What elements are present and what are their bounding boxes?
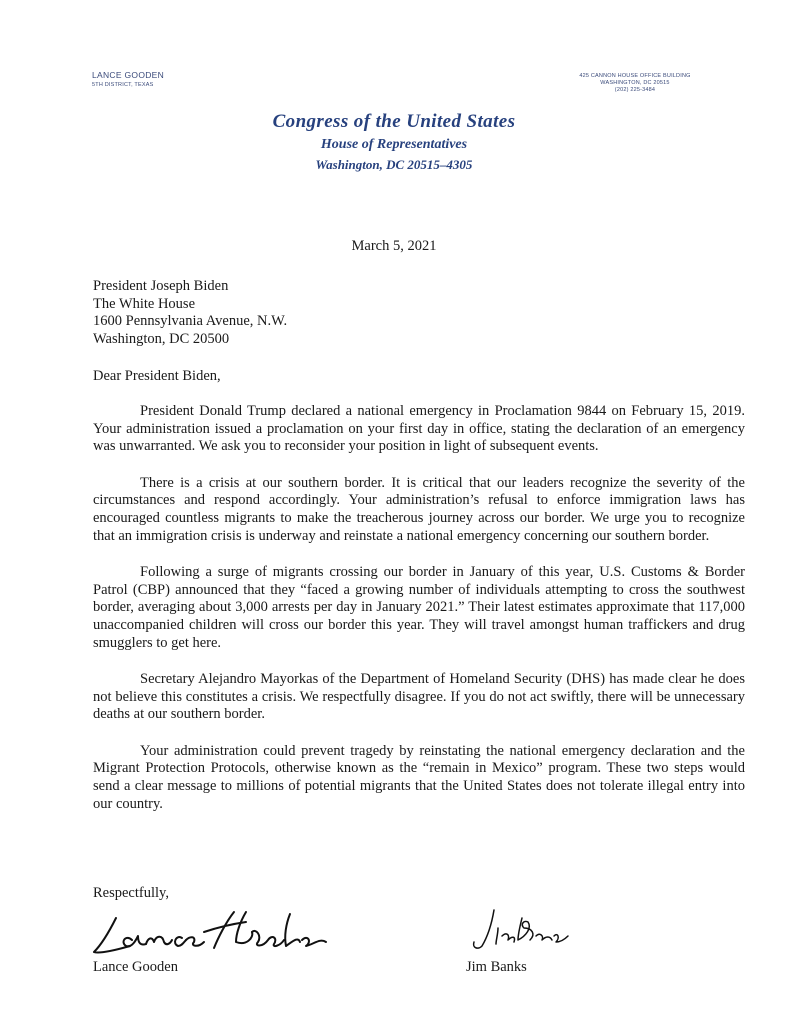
- body-paragraph: Your administration could prevent tragedy by reinstating the national emergency declaration and the Migrant Protection Protocols, otherwise known as the “remain in Mexico” program. These two steps would send a clear message to millions of potential migrants that the United States does not tolerate illegal entry into our country.: [93, 742, 745, 812]
- office-phone: (202) 225-3484: [614, 87, 656, 93]
- header-left: [92, 70, 164, 88]
- address-line: 1600 Pennsylvania Avenue, N.W.: [93, 313, 288, 329]
- signatory-name: Jim Banks: [466, 959, 527, 975]
- signatory-name: Lance Gooden: [93, 959, 178, 975]
- salutation: Dear President Biden,: [93, 368, 221, 384]
- signature-lance-gooden: [86, 902, 331, 962]
- closing: Respectfully,: [93, 885, 169, 901]
- letter-body: [93, 403, 745, 832]
- office-building: 425 CANNON HOUSE OFFICE BUILDING: [579, 73, 691, 79]
- masthead-city: Washington, DC 20515–4305: [315, 157, 473, 172]
- address-line: President Joseph Biden: [93, 278, 229, 294]
- letterhead-masthead: [0, 110, 788, 175]
- member-district: 5TH DISTRICT, TEXAS: [92, 82, 154, 88]
- letter-date: March 5, 2021: [351, 238, 437, 254]
- address-line: Washington, DC 20500: [93, 330, 230, 347]
- signature-jim-banks: [470, 906, 580, 956]
- header-right-office-address: [560, 73, 710, 94]
- body-paragraph: President Donald Trump declared a national emergency in Proclamation 9844 on February 15, 2019. Your administration issued a proclamation on your first day in office, stating the declaration of an emergency was unwarranted. We ask you to reconsider your position in light of subsequent events.: [93, 403, 745, 455]
- address-line: The White House: [93, 295, 196, 312]
- member-name: LANCE GOODEN: [92, 70, 165, 80]
- masthead-congress: Congress of the United States: [272, 111, 516, 132]
- office-city: WASHINGTON, DC 20515: [600, 80, 670, 86]
- masthead-house: House of Representatives: [320, 137, 468, 152]
- body-paragraph: There is a crisis at our southern border. It is critical that our leaders recognize the severity of the circumstances and respond accordingly. Your administration’s refusal to enforce immigration laws has encouraged countless migrants to make the treacherous journey across our border. We urge you to recognize that an immigration crisis is underway and reinstate a national emergency concerning our southern border.: [93, 474, 745, 544]
- recipient-address: [93, 278, 287, 348]
- body-paragraph: Following a surge of migrants crossing our border in January of this year, U.S. Customs & Border Patrol (CBP) announced that they “faced a growing number of individuals attempting to cross the southwest border, averaging about 3,000 arrests per day in January 2021.” Their latest estimates approximate that 117,000 unaccompanied children will cross our border this year. They will travel amongst human traffickers and drug smugglers to get here.: [93, 563, 745, 651]
- body-paragraph: Secretary Alejandro Mayorkas of the Department of Homeland Security (DHS) has made clear he does not believe this constitutes a crisis. We respectfully disagree. If you do not act swiftly, there will be unnecessary deaths at our southern border.: [93, 670, 745, 723]
